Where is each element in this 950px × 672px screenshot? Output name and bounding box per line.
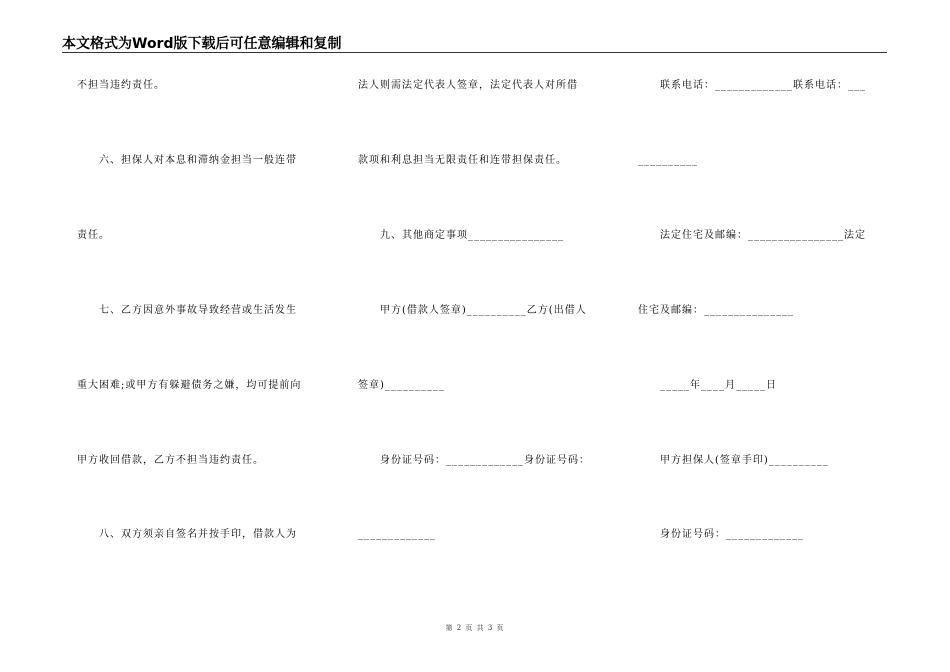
text-line: __________ <box>638 155 698 166</box>
document-header-title: 本文格式为Word版下载后可任意编辑和复制 <box>62 36 342 52</box>
header-divider <box>62 52 887 53</box>
text-line: 八、双方须亲自签名并按手印，借款人为 <box>77 529 297 540</box>
text-line: 身份证号码：_____________ <box>638 529 804 540</box>
text-line: 九、其他商定事项________________ <box>358 230 564 241</box>
text-line: 甲方担保人(签章手印)__________ <box>638 455 829 466</box>
text-line: 住宅及邮编：_______________ <box>638 305 794 316</box>
text-line: 重大困难;或甲方有躲避债务之嫌，均可提前向 <box>77 380 302 391</box>
text-line: 七、乙方因意外事故导致经营或生活发生 <box>77 305 297 316</box>
text-line: 款项和利息担当无限责任和连带担保责任。 <box>358 155 567 166</box>
text-line: 联系电话：_____________联系电话：___ <box>638 80 866 91</box>
text-line: 法人则需法定代表人签章，法定代表人对所借 <box>358 80 578 91</box>
text-line: _____________ <box>358 529 436 540</box>
text-line: 责任。 <box>77 230 110 241</box>
page-number: 第 2 页 共 3 页 <box>445 624 505 632</box>
text-line: 六、担保人对本息和滞纳金担当一般连带 <box>77 155 297 166</box>
text-line: 身份证号码：_____________身份证号码： <box>358 455 590 466</box>
text-line: 签章)__________ <box>358 380 445 391</box>
text-line: 法定住宅及邮编：________________法定 <box>638 230 866 241</box>
text-line: _____年____月_____日 <box>638 380 777 391</box>
text-line: 甲方收回借款，乙方不担当违约责任。 <box>77 455 264 466</box>
text-line: 甲方(借款人签章)__________乙方(出借人 <box>358 305 587 316</box>
text-line: 不担当违约责任。 <box>77 80 165 91</box>
